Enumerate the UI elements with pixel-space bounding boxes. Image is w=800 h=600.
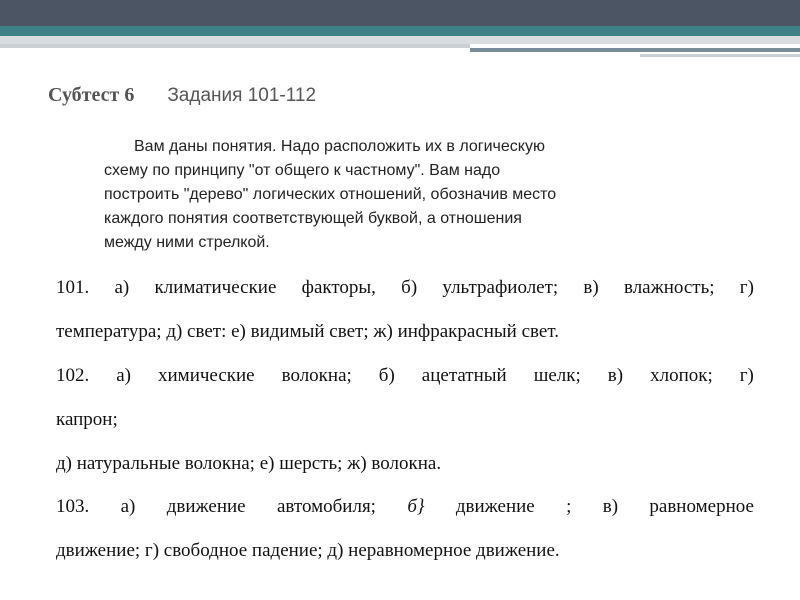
word: а) (116, 365, 132, 386)
word: климатические (154, 277, 277, 298)
word: волокна; (281, 365, 352, 386)
instruction-line: построить "дерево" логических отношений, обозначив место (104, 186, 557, 203)
word: б) (378, 365, 395, 386)
task-102-line-3: д) натуральные волокна; е) шерсть; ж) волокна. (56, 453, 442, 474)
word: б) (401, 277, 418, 298)
task-102-line-2: капрон; (56, 409, 118, 430)
word: химические (158, 365, 255, 386)
instruction-line: Вам даны понятия. Надо расположить их в логическую (134, 138, 545, 155)
task-103 (56, 485, 754, 573)
instructions-text (104, 135, 684, 255)
word: 102. (56, 365, 90, 386)
top-line-short (640, 54, 800, 57)
top-bar-teal (0, 26, 800, 36)
word: а) (114, 277, 130, 298)
word: движение (166, 496, 246, 517)
instruction-line: между ними стрелкой. (104, 234, 270, 251)
top-bar-light (0, 36, 800, 44)
task-101-line-1 (56, 266, 754, 310)
word: шелк; (533, 365, 581, 386)
word: факторы, (301, 277, 376, 298)
word: а) (120, 496, 136, 517)
task-102 (56, 354, 754, 486)
word: ; (566, 496, 572, 517)
word: ацетатный (421, 365, 507, 386)
task-103-line-2: движение; г) свободное падение; д) неравномерное движение. (56, 540, 560, 561)
word: г) (739, 365, 754, 386)
instruction-line: каждого понятия соответствующей буквой, а отношения (104, 210, 522, 227)
word: в) (583, 277, 599, 298)
word: ультрафиолет; (442, 277, 559, 298)
word: хлопок; (650, 365, 713, 386)
word: б} (407, 496, 425, 517)
task-101-line-2: температура; д) свет: е) видимый свет; ж) инфракрасный свет. (56, 321, 559, 342)
instruction-line: схему по принципу "от общего к частному". Вам надо (104, 162, 501, 179)
word: влажность; (623, 277, 715, 298)
task-102-line-1 (56, 354, 754, 398)
word: г) (739, 277, 754, 298)
top-line-left (0, 44, 470, 48)
tasks-range: Задания 101-112 (167, 85, 317, 106)
task-103-line-1 (56, 485, 754, 529)
word: равномерное (649, 496, 754, 517)
word: 101. (56, 277, 90, 298)
word: автомобиля; (276, 496, 376, 517)
word: в) (602, 496, 619, 517)
task-101 (56, 266, 754, 354)
top-bar-dark (0, 0, 800, 26)
word: 103. (56, 496, 90, 517)
top-line-right (470, 48, 800, 52)
word: в) (607, 365, 624, 386)
subtest-title: Субтест 6 (48, 84, 135, 106)
word: движение (455, 496, 535, 517)
slide-heading (48, 84, 316, 107)
